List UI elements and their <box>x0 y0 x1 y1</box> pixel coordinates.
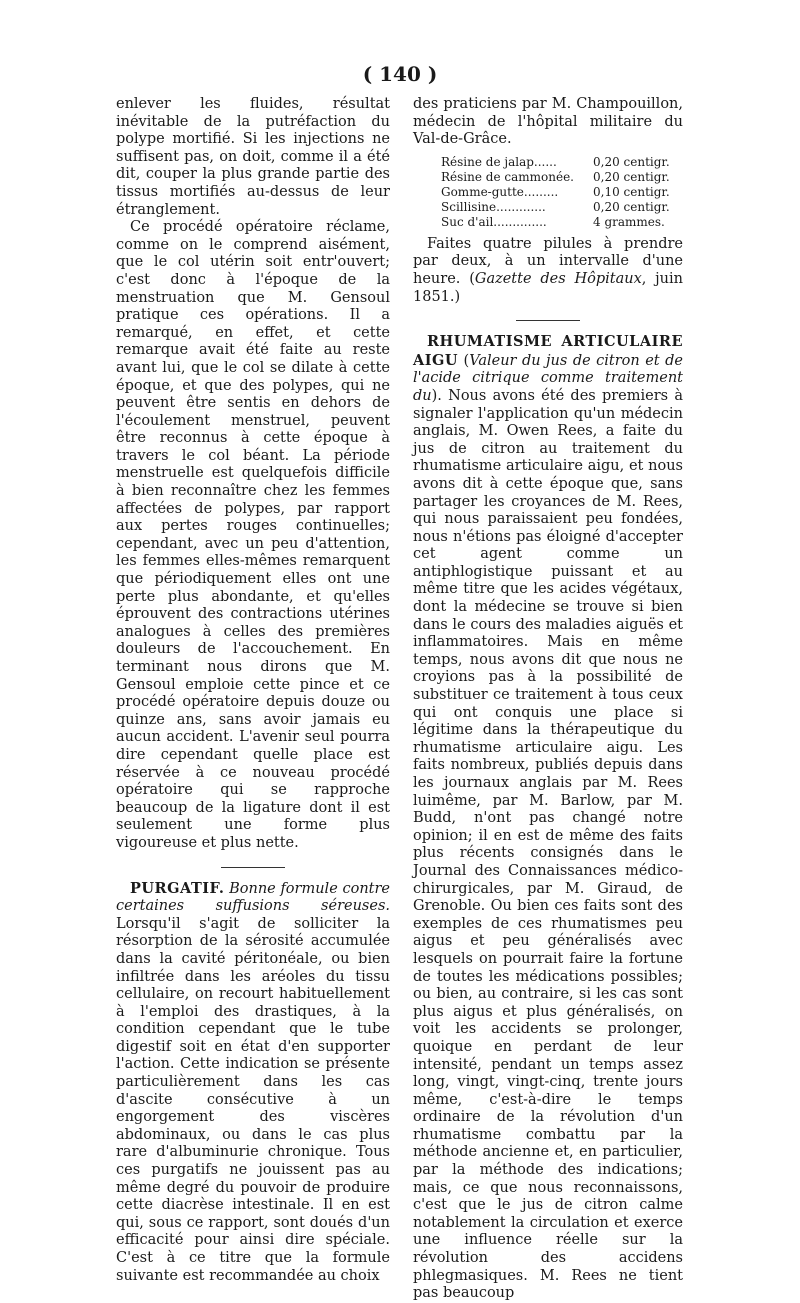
section-divider <box>221 867 285 868</box>
left-column <box>116 96 390 1285</box>
recipe-row: Résine de cammonée. 0,20 centigr. <box>441 169 670 184</box>
recipe-row: Résine de jalap...... 0,20 centigr. <box>441 154 670 169</box>
purgatif-title: Bonne formule contre certaines suffusions séreuses. <box>116 880 391 915</box>
purgatif-heading: PURGATIF. <box>130 879 225 897</box>
recipe-row: Suc d'ail.............. 4 grammes. <box>441 214 665 229</box>
page-number: ( 140 ) <box>362 62 438 86</box>
recipe-row: Gomme-gutte......... 0,10 centigr. <box>441 184 670 199</box>
source-citation: Gazette des Hôpitaux <box>474 270 642 287</box>
article-purgatif <box>116 880 390 1286</box>
paragraph-polype-end: enlever les fluides, résultat inévitable de la putréfaction du polype mortifié. Si les injections ne suffisent pas, on doit, comme il a été dit, couper la plus grande partie des tissus mortifiés au-dessus de leur étranglement. <box>116 96 390 218</box>
rhumatisme-title: Valeur du jus de citron et de l'acide citrique comme traitement du <box>413 352 683 404</box>
paragraph-champouillon: des praticiens par M. Champouillon, médecin de l'hôpital militaire du Val-de-Grâce. <box>413 96 683 148</box>
purgatif-text: Lorsqu'il s'agit de solliciter la résorption de la sérosité accumulée dans la cavité péritonéale, ou bien infiltrée dans les aréoles du tissu cellulaire, on recourt habituellement à l'emploi des drastiques, à la condition cependant que le tube digestif soit en état d'en supporter l'action. Cette indication se présente particulièrement dans les cas d'ascite consécutive à un engorgement des viscères abdominaux, ou dans le cas plus rare d'albuminurie chronique. Tous ces purgatifs ne jouissent pas au même degré du pouvoir de produire cette diacrèse intestinale. Il en est qui, sous ce rapport, sont doués d'un efficacité pour ainsi dire spéciale. C'est à ce titre que la formule suivante est recommandée au choix <box>116 915 390 1284</box>
rhumatisme-heading: RHUMATISME ARTICULAIRE AIGU <box>413 333 683 369</box>
paragraph-pilules: Faites quatre pilules à prendre par deux, à un intervalle d'une heure. (Gazette des Hôpitaux, juin 1851.) <box>413 235 683 305</box>
section-divider <box>516 320 580 321</box>
recipe-list <box>441 155 683 230</box>
right-column <box>413 96 683 1303</box>
paragraph-procede-operatoire: Ce procédé opératoire réclame, comme on le comprend aisément, que le col utérin soit entr'ouvert; c'est donc à l'époque de la menstruation que M. Gensoul pratique ces opérations. Il a remarqué, en effet, et cette remarque avait été faite au reste avant lui, que le col se dilate à cette époque, et que des polypes, qui ne peuvent être sentis en dehors de l'écoulement menstruel, peuvent être reconnus à cette époque à travers le col béant. La période menstruelle est quelquefois difficile à bien reconnaître chez les femmes affectées de polypes, par rapport aux pertes rouges continuelles; cependant, avec un peu d'attention, les femmes elles-mêmes remarquent que périodiquement elles ont une perte plus abondante, et qu'elles éprouvent des contractions utérines analogues à celles des premières douleurs de l'accouchement. En terminant nous dirons que M. Gensoul emploie cette pince et ce procédé opératoire depuis douze ou quinze ans, sans avoir jamais eu aucun accident. L'avenir seul pourra dire cependant quelle place est réservée à ce nouveau procédé opératoire qui se rapproche beaucoup de la ligature dont il est seulement une forme plus vigoureuse et plus nette. <box>116 219 390 851</box>
article-rhumatisme: RHUMATISME ARTICULAIRE AIGU (Valeur du jus de citron et de l'acide citrique comme traitement du). Nous avons été des premiers à signaler l'application qu'un médecin anglais, M. Owen Rees, a faite du jus de citron au traitement du rhumatisme articulaire aigu, et nous avons dit à cette époque que, sans partager les croyances de M. Rees, qui nous paraissaient peu fondées, nous n'étions pas éloigné d'accepter cet agent comme un antiphlogistique puissant et au même titre que les acides végétaux, dont la médecine se trouve si bien dans le cours des maladies aiguës et inflammatoires. Mais en même temps, nous avons dit que nous ne croyions pas à la possibilité de substituer ce traitement à tous ceux qui ont conquis une place si légitime dans la thérapeutique du rhumatisme articulaire aigu. Les faits nombreux, publiés depuis dans les journaux anglais par M. Rees luimême, par M. Barlow, par M. Budd, n'ont pas changé notre opinion; il en est de même des faits plus récents consignés dans le Journal des Connaissances médico-chirurgicales, par M. Giraud, de Grenoble. Ou bien ces faits sont des exemples de ces rhumatismes peu aigus et peu généralisés avec lesquels on pourrait faire la fortune de toutes les médications possibles; ou bien, au contraire, si les cas sont plus aigus et plus généralisés, on voit les accidents se prolonger, quoique en perdant de leur intensité, pendant un temps assez long, vingt, vingt-cinq, trente jours même, c'est-à-dire le temps ordinaire de la révolution d'un rhumatisme combattu par la méthode ancienne et, en particulier, par la méthode des indications; mais, ce que nous reconnaissons, c'est que le jus de citron calme notablement la circulation et exerce une influence réelle sur la révolution des accidens phlegmasiques. M. Rees ne tient pas beaucoup <box>413 333 683 1302</box>
rhumatisme-text: Nous avons été des premiers à signaler l'application qu'un médecin anglais, M. Owen Rees, a faite du jus de citron au traitement du rhumatisme articulaire aigu, et nous avons dit à cette époque que, sans partager les croyances de M. Rees, qui nous paraissaient peu fondées, nous n'étions pas éloigné d'accepter cet agent comme un antiphlogistique puissant et au même titre que les acides végétaux, dont la médecine se trouve si bien dans le cours des maladies aiguës et inflammatoires. Mais en même temps, nous avons dit que nous ne croyions pas à la possibilité de substituer ce traitement à tous ceux qui ont conquis une place si légitime dans la thérapeutique du rhumatisme articulaire aigu. Les faits nombreux, publiés depuis dans les journaux anglais par M. Rees luimême, par M. Barlow, par M. Budd, n'ont pas changé notre opinion; il en est de même des faits plus récents consignés dans le Journal des Connaissances médico-chirurgicales, par M. Giraud, de Grenoble. Ou bien ces faits sont des exemples de ces rhumatismes peu aigus et peu généralisés avec lesquels on pourrait faire la fortune de toutes les médications possibles; ou bien, au contraire, si les cas sont plus aigus et plus généralisés, on voit les accidents se prolonger, quoique en perdant de leur intensité, pendant un temps assez long, vingt, vingt-cinq, trente jours même, c'est-à-dire le temps ordinaire de la révolution d'un rhumatisme combattu par la méthode ancienne et, en particulier, par la méthode des indications; mais, ce que nous reconnaissons, c'est que le jus de citron calme notablement la circulation et exerce une influence réelle sur la révolution des accidens phlegmasiques. M. Rees ne tient pas beaucoup <box>413 387 683 1302</box>
recipe-row: Scillisine............. 0,20 centigr. <box>441 199 670 214</box>
